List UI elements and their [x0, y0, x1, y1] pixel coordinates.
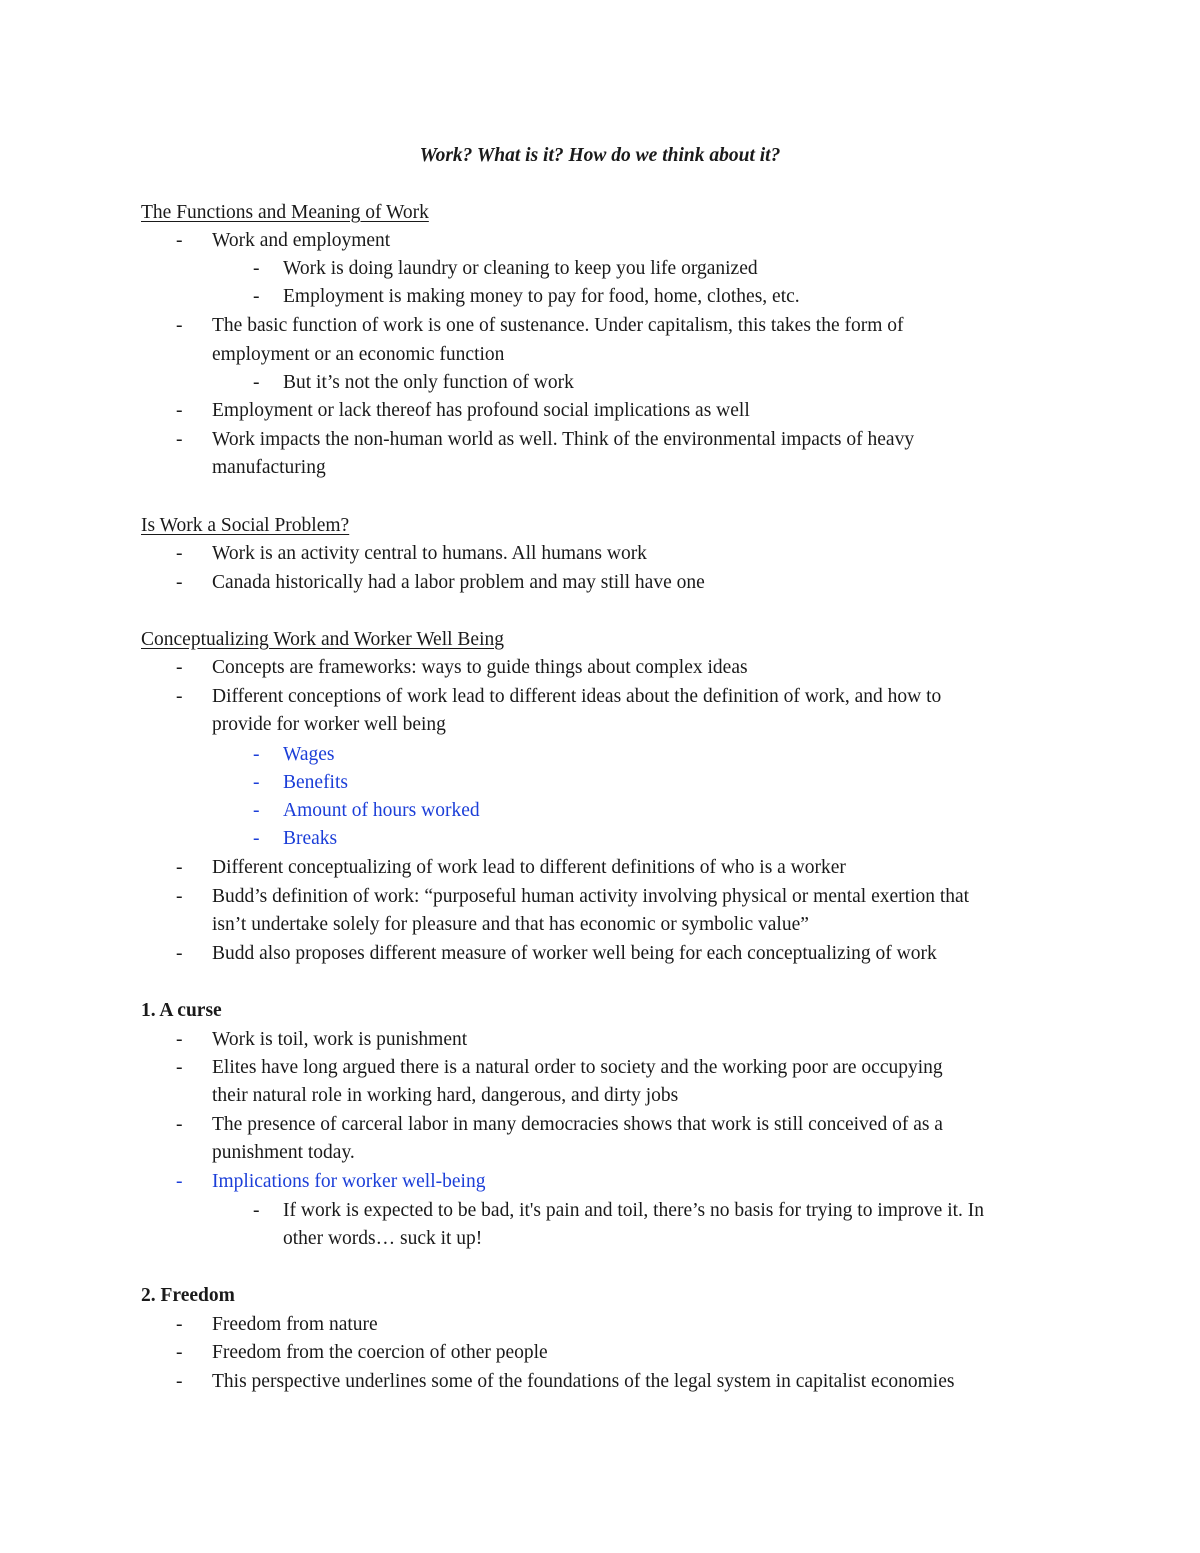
bullet: - — [253, 828, 260, 849]
section-heading: The Functions and Meaning of Work — [141, 202, 429, 223]
list-item: Freedom from the coercion of other people — [212, 1342, 548, 1363]
list-item: Benefits — [283, 772, 348, 793]
bullet: - — [176, 429, 183, 450]
bullet: - — [253, 1200, 260, 1221]
list-item-continuation: employment or an economic function — [212, 344, 505, 365]
list-item: Wages — [283, 744, 335, 765]
bullet: - — [176, 857, 183, 878]
bullet: - — [176, 572, 183, 593]
bullet: - — [253, 286, 260, 307]
list-item: If work is expected to be bad, it's pain and toil, there’s no basis for trying to improve it. In — [283, 1200, 985, 1221]
list-item: Work and employment — [212, 230, 391, 251]
list-item-continuation: their natural role in working hard, dangerous, and dirty jobs — [212, 1085, 679, 1106]
bullet: - — [176, 1171, 183, 1192]
bullet: - — [176, 1057, 183, 1078]
bullet: - — [176, 230, 183, 251]
list-item: Budd’s definition of work: “purposeful human activity involving physical or mental exertion that — [212, 886, 970, 907]
section-heading: 2. Freedom — [141, 1285, 235, 1306]
bullet: - — [176, 1114, 183, 1135]
list-item: Elites have long argued there is a natural order to society and the working poor are occupying — [212, 1057, 943, 1078]
list-item: Breaks — [283, 828, 338, 849]
list-item: Employment is making money to pay for food, home, clothes, etc. — [283, 286, 800, 307]
list-item: Implications for worker well-being — [212, 1171, 486, 1192]
list-item-continuation: isn’t undertake solely for pleasure and that has economic or symbolic value” — [212, 914, 809, 935]
list-item-continuation: provide for worker well being — [212, 714, 446, 735]
list-item: This perspective underlines some of the foundations of the legal system in capitalist economies — [212, 1371, 955, 1392]
bullet: - — [176, 1371, 183, 1392]
list-item: Amount of hours worked — [283, 800, 480, 821]
list-item: Work is doing laundry or cleaning to keep you life organized — [283, 258, 758, 279]
list-item-continuation: punishment today. — [212, 1142, 355, 1163]
bullet: - — [176, 686, 183, 707]
bullet: - — [176, 400, 183, 421]
bullet: - — [176, 1314, 183, 1335]
bullet: - — [176, 543, 183, 564]
bullet: - — [253, 372, 260, 393]
section-heading: Conceptualizing Work and Worker Well Being — [141, 629, 505, 650]
section-heading: Is Work a Social Problem? — [141, 515, 350, 536]
bullet: - — [176, 886, 183, 907]
bullet: - — [253, 772, 260, 793]
bullet: - — [253, 800, 260, 821]
list-item: Work is an activity central to humans. All humans work — [212, 543, 647, 564]
list-item: Different conceptions of work lead to different ideas about the definition of work, and how to — [212, 686, 942, 707]
list-item: Different conceptualizing of work lead to different definitions of who is a worker — [212, 857, 846, 878]
list-item: Concepts are frameworks: ways to guide things about complex ideas — [212, 657, 748, 678]
list-item: The presence of carceral labor in many democracies shows that work is still conceived of as a — [212, 1114, 943, 1135]
bullet: - — [176, 1029, 183, 1050]
section-heading: 1. A curse — [141, 1000, 222, 1021]
bullet: - — [176, 315, 183, 336]
list-item: Work impacts the non-human world as well. Think of the environmental impacts of heavy — [212, 429, 915, 450]
list-item: Work is toil, work is punishment — [212, 1029, 468, 1050]
list-item: Canada historically had a labor problem and may still have one — [212, 572, 705, 593]
bullet: - — [176, 943, 183, 964]
list-item: Budd also proposes different measure of worker well being for each conceptualizing of work — [212, 943, 937, 964]
list-item: Employment or lack thereof has profound social implications as well — [212, 400, 750, 421]
document-title: Work? What is it? How do we think about it? — [419, 145, 781, 166]
list-item: Freedom from nature — [212, 1314, 378, 1335]
bullet: - — [253, 258, 260, 279]
list-item-continuation: manufacturing — [212, 457, 326, 478]
bullet: - — [253, 744, 260, 765]
list-item-continuation: other words… suck it up! — [283, 1228, 483, 1249]
list-item: But it’s not the only function of work — [283, 372, 574, 393]
bullet: - — [176, 657, 183, 678]
list-item: The basic function of work is one of sustenance. Under capitalism, this takes the form of — [212, 315, 904, 336]
bullet: - — [176, 1342, 183, 1363]
